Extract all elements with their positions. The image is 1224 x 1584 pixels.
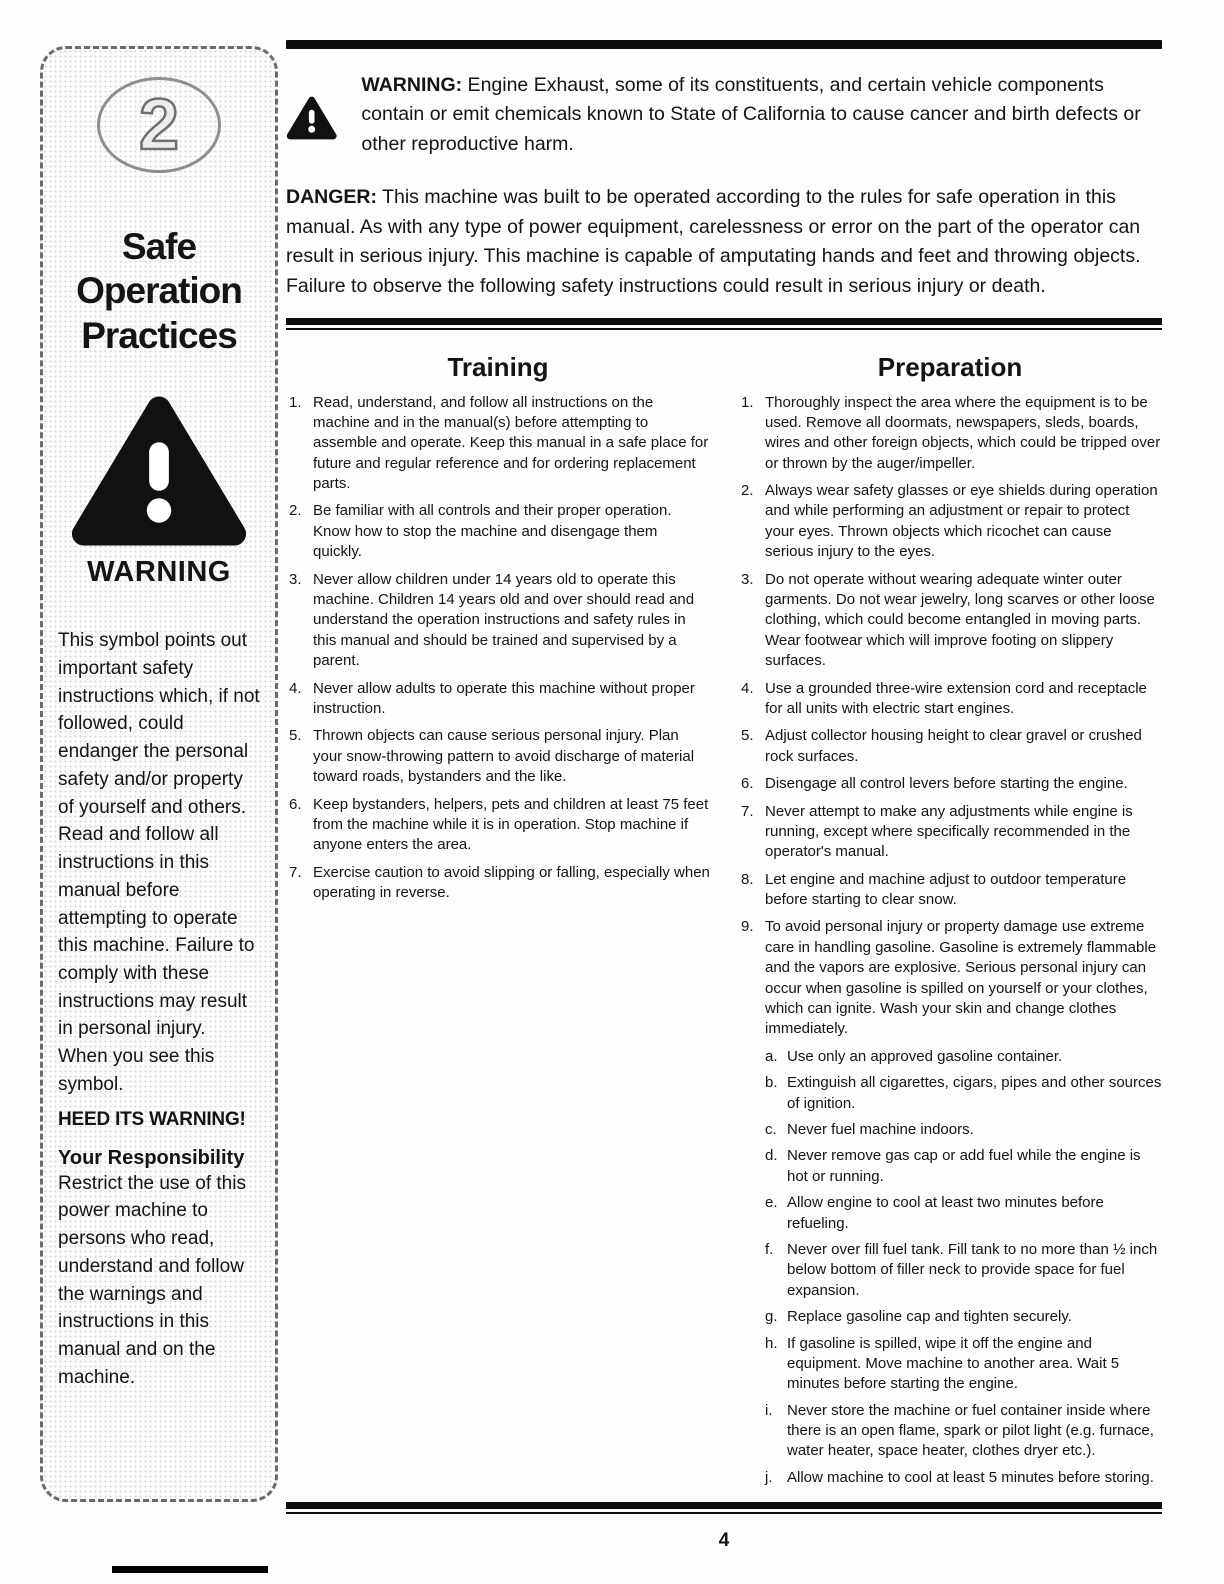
list-item: 8. Let engine and machine adjust to outdoor temperature before starting to clear snow. — [741, 870, 1127, 909]
sublist-item: c. Never fuel machine indoors. — [765, 1121, 974, 1138]
gasoline-sublist — [765, 1047, 1162, 1488]
list-item: 3. Do not operate without wearing adequate winter outer garments. Do not wear jewelry, long scarves or other loose clothing, which could become entangled in moving parts. Wear footwear which will improve footing on slippery surfaces. — [741, 570, 1155, 670]
list-item: 2. Be familiar with all controls and their proper operation. Know how to stop the machine and disengage them quickly. — [289, 502, 672, 561]
scan-artifact-mark — [112, 1566, 268, 1573]
heed-warning-text: HEED ITS WARNING! — [58, 1108, 246, 1130]
warning-triangle-icon — [69, 392, 249, 550]
sublist-item: i. Never store the machine or fuel container inside where there is an open flame, spark or pilot light (e.g. furnace, water heater, space heater, clothes dryer etc.). — [765, 1401, 1154, 1460]
sublist-item: e. Allow engine to cool at least two minutes before refueling. — [765, 1194, 1104, 1232]
safety-columns — [286, 336, 1162, 1502]
list-item: 9. To avoid personal injury or property damage use extreme care in handling gasoline. Gasoline is extremely flammable and the vapors are explosive. Serious personal injury can occur when gasoline is spilled on yourself or your clothes, which can ignite. Wash your skin and change clothes immediately. a. Use only an approved gasoline container. b. Extinguish all cigarettes, cigars, pipes and other sources of ignition. c. Never fuel machine indoors. d. Never remove gas cap or add fuel while the engine is hot or running. e. Allow engine to cool at least two minutes before refueling. f. Never over fill fuel tank. Fill tank to no more than ½ inch below bottom of filler neck to provide space for fuel expansion. g. Replace gasoline cap and tighten securely. h. If gasoline is spilled, wipe it off the engine and equipment. Move machine to another area. Wait 5 minutes before starting the engine. i. Never store the machine or fuel container inside where there is an open flame, spark or pilot light (e.g. furnace, water heater, space heater, clothes dryer etc.). j. Allow machine to cool at least 5 minutes before storing. — [738, 917, 1162, 1494]
sublist-item: j. Allow machine to cool at least 5 minutes before storing. — [765, 1468, 1154, 1486]
sublist-item: f. Never over fill fuel tank. Fill tank to no more than ½ inch below bottom of filler neck to provide space for fuel expansion. — [765, 1240, 1158, 1299]
training-list — [286, 393, 710, 904]
list-item: 5. Adjust collector housing height to clear gravel or crushed rock surfaces. — [741, 727, 1142, 765]
chapter-number: 2 — [138, 85, 180, 165]
list-item: 6. Disengage all control levers before starting the engine. — [741, 775, 1128, 793]
chapter-sidebar — [40, 46, 278, 1502]
top-rule — [286, 40, 1162, 49]
chapter-title: Safe Operation Practices — [76, 226, 242, 356]
danger-label: DANGER: — [286, 186, 377, 208]
california-warning-notice — [286, 69, 1162, 167]
sublist-item: g. Replace gasoline cap and tighten securely. — [765, 1308, 1072, 1326]
warning-paragraph — [361, 69, 1162, 159]
list-item: 2. Always wear safety glasses or eye shields during operation and while performing an adjustment or repair to protect your eyes. Thrown objects which ricochet can cause serious injury to the eyes. — [741, 482, 1158, 561]
warning-label: WARNING: — [361, 74, 463, 96]
danger-body: This machine was built to be operated according to the rules for safe operation in this manual. As with any type of power equipment, carelessness or error on the part of the operator can result in serious injury. This machine is capable of amputating hands and feet and throwing objects. Failure to observe the following safety instructions could result in serious injury or death. — [286, 186, 1141, 297]
sublist-item: a. Use only an approved gasoline container. — [765, 1047, 1063, 1065]
list-item: 3. Never allow children under 14 years old to operate this machine. Children 14 years old and over should read and understand the operation instructions and safety rules in this manual and should be trained and supervised by a parent. — [289, 570, 695, 670]
danger-paragraph — [286, 183, 1162, 302]
training-section — [286, 336, 710, 1502]
warning-body: Engine Exhaust, some of its constituents, and certain vehicle components contain or emit chemicals known to State of California to cause cancer and birth defects or other reproductive harm. — [361, 74, 1141, 155]
section-divider-rule — [286, 318, 1162, 330]
list-item: 1. Read, understand, and follow all instructions on the machine and in the manual(s) before attempting to assemble and operate. Keep this manual in a safe place for future and regular reference and for ordering replacement parts. — [289, 393, 709, 493]
sidebar-symbol-text: This symbol points out important safety instructions which, if not followed, could endanger the personal safety and/or property of yourself and others. Read and follow all instructions in this manual before attempting to operate this machine. Failure to comply with these instructions may result in personal injury. When you see this symbol. — [58, 630, 260, 1095]
preparation-section — [738, 336, 1162, 1502]
sublist-item: b. Extinguish all cigarettes, cigars, pipes and other sources of ignition. — [765, 1074, 1162, 1112]
sublist-item: d. Never remove gas cap or add fuel while the engine is hot or running. — [765, 1147, 1141, 1185]
list-item: 7. Exercise caution to avoid slipping or falling, especially when operating in reverse. — [289, 863, 710, 902]
sublist-item: h. If gasoline is spilled, wipe it off the engine and equipment. Move machine to another area. Wait 5 minutes before starting the engine. — [765, 1334, 1120, 1393]
list-item: 5. Thrown objects can cause serious personal injury. Plan your snow-throwing pattern to avoid discharge of material toward roads, bystanders and the like. — [289, 727, 695, 786]
training-heading: Training — [447, 351, 549, 382]
list-item: 1. Thoroughly inspect the area where the equipment is to be used. Remove all doormats, newspapers, sleds, boards, wires and other foreign objects, which could be tripped over or thrown by the auger/impeller. — [741, 393, 1161, 472]
list-item: 6. Keep bystanders, helpers, pets and children at least 75 feet from the machine while it is in operation. Stop machine if anyone enters the area. — [289, 795, 709, 854]
main-content — [286, 40, 1162, 1501]
page-number: 4 — [718, 1530, 730, 1551]
warning-triangle-icon — [286, 69, 337, 167]
bottom-rule — [286, 1502, 1162, 1514]
list-item: 7. Never attempt to make any adjustments while engine is running, except where specifically recommended in the operator's manual. — [741, 802, 1133, 861]
list-item: 4. Never allow adults to operate this machine without proper instruction. — [289, 679, 695, 717]
responsibility-heading: Your Responsibility — [58, 1146, 245, 1169]
sidebar-warning-heading: WARNING — [87, 556, 231, 589]
preparation-list — [738, 393, 1162, 1495]
chapter-number-badge — [97, 77, 221, 173]
preparation-heading: Preparation — [877, 351, 1023, 382]
list-item: 4. Use a grounded three-wire extension cord and receptacle for all units with electric start engines. — [741, 679, 1147, 717]
responsibility-text: Restrict the use of this power machine to persons who read, understand and follow the warnings and instructions in this manual and on the machine. — [58, 1172, 246, 1388]
